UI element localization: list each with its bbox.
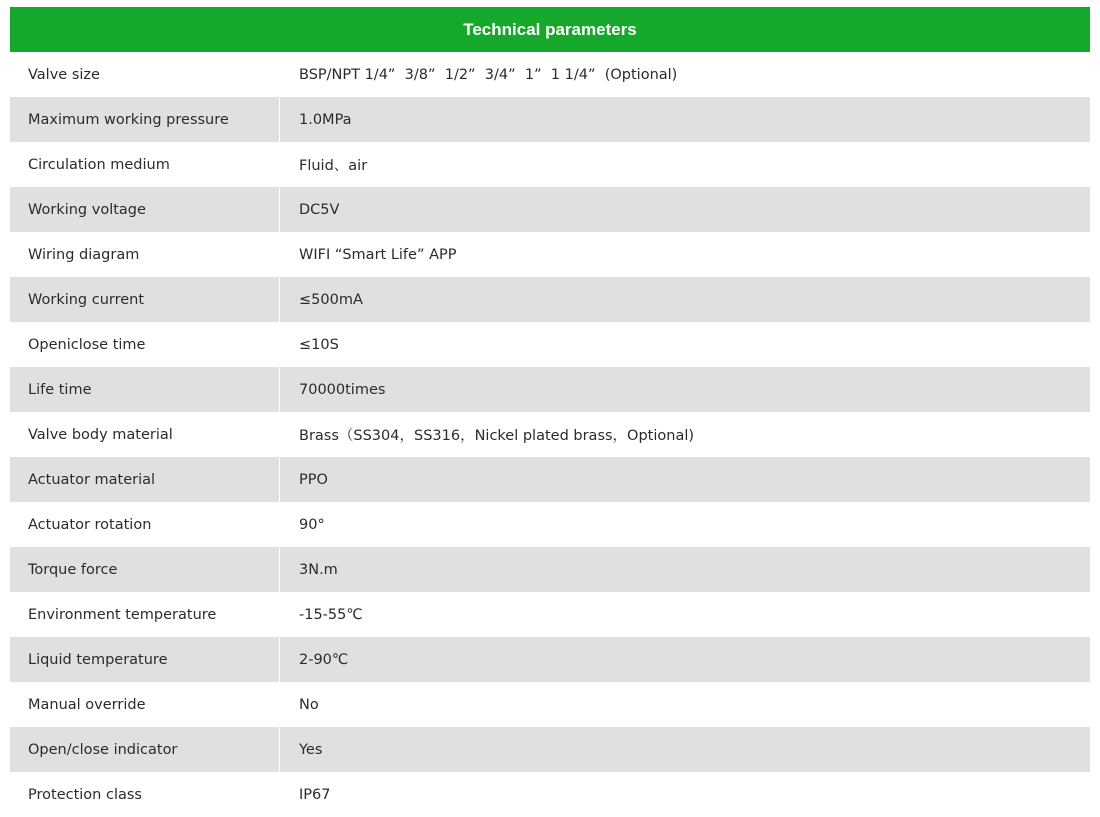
table-row [10, 97, 1090, 142]
row-value: Yes [299, 741, 323, 758]
row-label: Wiring diagram [10, 232, 280, 277]
table-row [10, 772, 1090, 817]
table-row [10, 682, 1090, 727]
row-value: DC5V [299, 201, 340, 218]
row-value: Fluid、air [299, 158, 368, 174]
row-value: 2-90℃ [299, 651, 349, 668]
row-label: Protection class [10, 772, 280, 817]
row-label: Valve size [10, 52, 280, 97]
row-label: Working current [10, 277, 280, 322]
table-row [10, 412, 1090, 457]
row-value: ≤500mA [299, 291, 363, 308]
table-row [10, 52, 1090, 97]
row-label: Manual override [10, 682, 280, 727]
table-row [10, 502, 1090, 547]
row-value: No [299, 696, 319, 713]
row-value: PPO [299, 471, 328, 488]
row-label: Environment temperature [10, 592, 280, 637]
row-label: Actuator material [10, 457, 280, 502]
row-value: 1.0MPa [299, 111, 352, 128]
row-label: Valve body material [10, 412, 280, 457]
table-row [10, 637, 1090, 682]
row-value: -15-55℃ [299, 606, 363, 623]
row-label: Open/close indicator [10, 727, 280, 772]
row-value: Brass（SS304，SS316，Nickel plated brass，Optional) [299, 428, 695, 444]
table-row [10, 592, 1090, 637]
row-value: ≤10S [299, 336, 339, 353]
table-row [10, 232, 1090, 277]
table-row [10, 547, 1090, 592]
row-label: Openiclose time [10, 322, 280, 367]
row-label: Working voltage [10, 187, 280, 232]
table-row [10, 457, 1090, 502]
row-label: Torque force [10, 547, 280, 592]
row-value: IP67 [299, 786, 331, 803]
table-row [10, 277, 1090, 322]
row-value: WIFI “Smart Life” APP [299, 246, 457, 263]
table-row [10, 187, 1090, 232]
row-value: 3N.m [299, 561, 338, 578]
row-value: 70000times [299, 381, 386, 398]
row-label: Circulation medium [10, 142, 280, 187]
row-label: Actuator rotation [10, 502, 280, 547]
table-row [10, 142, 1090, 187]
table-title: Technical parameters [10, 7, 1090, 52]
row-label: Life time [10, 367, 280, 412]
row-label: Maximum working pressure [10, 97, 280, 142]
table-row [10, 727, 1090, 772]
technical-parameters-table [10, 7, 1090, 817]
row-label: Liquid temperature [10, 637, 280, 682]
row-value: BSP/NPT 1/4” 3/8” 1/2” 3/4” 1” 1 1/4” (Optional) [299, 66, 678, 83]
table-row [10, 367, 1090, 412]
row-value: 90° [299, 516, 325, 533]
table-row [10, 322, 1090, 367]
